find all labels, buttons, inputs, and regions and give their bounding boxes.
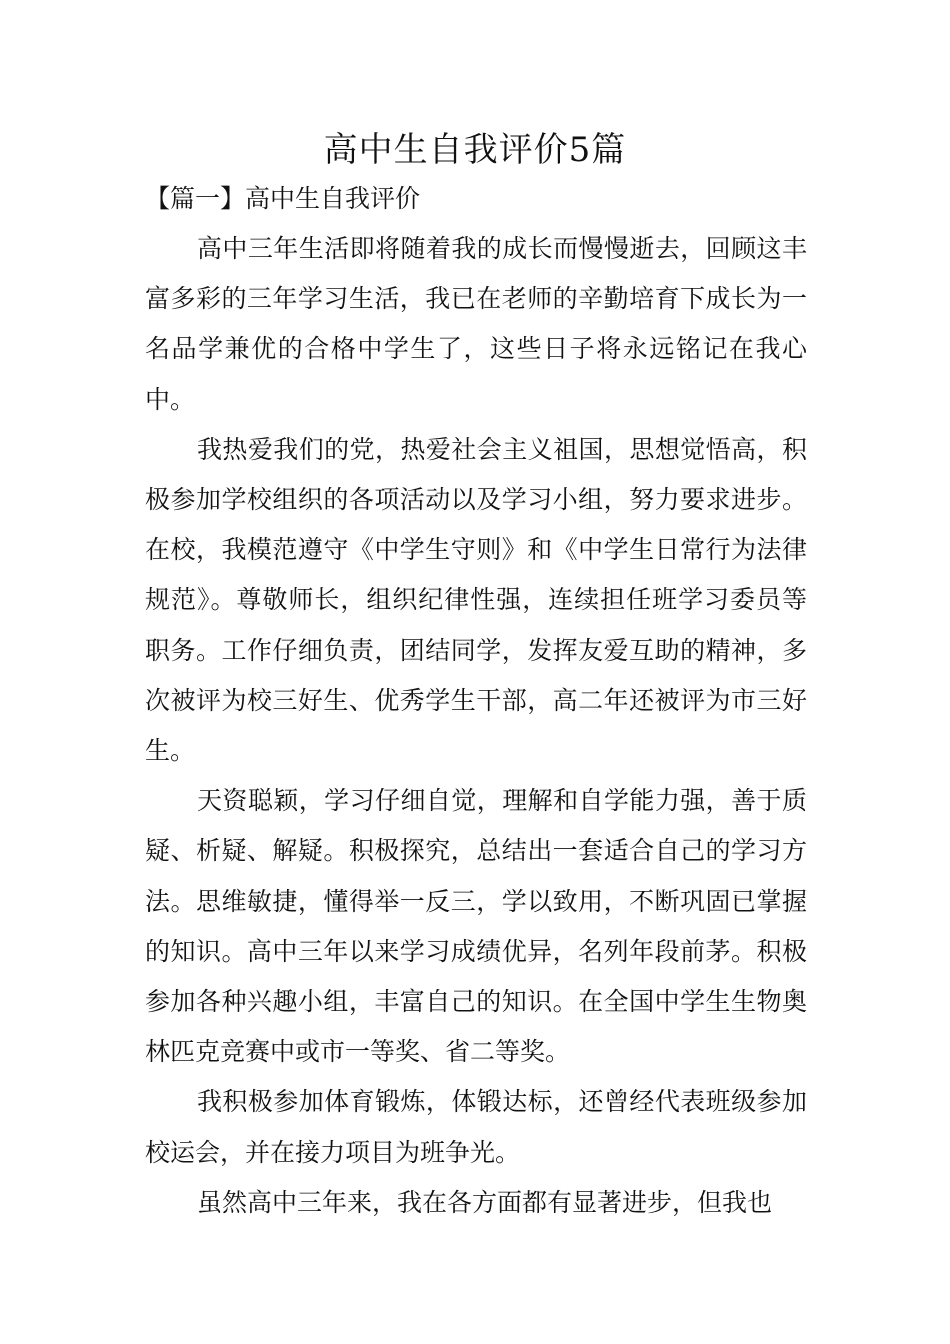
- document-body: [145, 224, 807, 1228]
- paragraph-2: 我热爱我们的党，热爱社会主义祖国，思想觉悟高，积极参加学校组织的各项活动以及学习小组，努力要求进步。在校，我模范遵守《中学生守则》和《中学生日常行为法律规范》。尊敬师长，组织纪律性强，连续担任班学习委员等职务。工作仔细负责，团结同学，发挥友爱互助的精神，多次被评为校三好生、优秀学生干部，高二年还被评为市三好生。: [145, 434, 807, 766]
- paragraph-4: 我积极参加体育锻炼，体锻达标，还曾经代表班级参加校运会，并在接力项目为班争光。: [145, 1087, 807, 1167]
- paragraph-3: 天资聪颖，学习仔细自觉，理解和自学能力强，善于质疑、析疑、解疑。积极探究，总结出一套适合自己的学习方法。思维敏捷，懂得举一反三，学以致用，不断巩固已掌握的知识。高中三年以来学习成绩优异，名列年段前茅。积极参加各种兴趣小组，丰富自己的知识。在全国中学生生物奥林匹克竞赛中或市一等奖、省二等奖。: [145, 786, 807, 1067]
- paragraph-5: 虽然高中三年来，我在各方面都有显著进步，但我也: [197, 1187, 773, 1217]
- section-heading: 【篇一】高中生自我评价: [145, 184, 421, 213]
- document-title: 高中生自我评价5篇: [323, 130, 627, 170]
- paragraph-1: 高中三年生活即将随着我的成长而慢慢逝去，回顾这丰富多彩的三年学习生活，我已在老师的辛勤培育下成长为一名品学兼优的合格中学生了，这些日子将永远铭记在我心中。: [145, 234, 807, 414]
